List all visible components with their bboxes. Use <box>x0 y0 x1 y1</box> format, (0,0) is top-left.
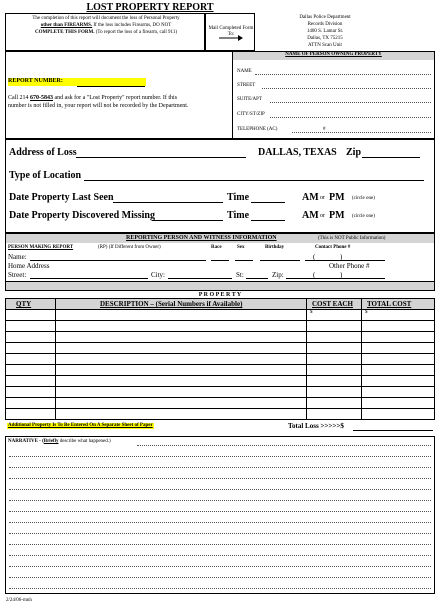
total-loss-field[interactable] <box>353 430 433 431</box>
row-line <box>6 342 434 343</box>
row-line <box>6 353 434 354</box>
phone-number: 670-5843 <box>30 95 53 101</box>
narrative-line[interactable] <box>9 533 431 534</box>
or-text-2: or <box>320 213 325 219</box>
narrative-line[interactable] <box>9 489 431 490</box>
rp-note: (RP) (If Different from Owner) <box>98 245 161 250</box>
row-line <box>6 331 434 332</box>
mail-label: Mail Completed Form To: <box>208 26 254 37</box>
last-seen-field[interactable] <box>113 202 223 203</box>
arrow-right-icon <box>218 34 244 42</box>
owner-header-text: NAME OF PERSON OWNING PROPERTY <box>285 52 382 57</box>
contact-paren-open: ( <box>313 253 316 261</box>
row-line <box>6 397 434 398</box>
reporting-note: (This is NOT Public Information) <box>318 236 386 241</box>
intro-line-3-rest: (To report the loss of a firearm, call 911) <box>94 30 177 35</box>
other-paren-close: ) <box>340 271 343 279</box>
intro-box <box>5 13 205 51</box>
zip-label: Zip <box>346 147 362 158</box>
type-of-location-label: Type of Location <box>9 170 82 181</box>
owner-city-field[interactable] <box>270 117 431 118</box>
reporting-header: REPORTING PERSON AND WITNESS INFORMATION <box>126 235 277 241</box>
rp-street-field[interactable] <box>30 278 148 279</box>
address-line-4: Dallas, TX 75215 <box>307 36 343 41</box>
narrative-line[interactable] <box>9 456 431 457</box>
intro-line-3 <box>8 30 204 36</box>
rp-st-field[interactable] <box>246 278 268 279</box>
other-paren-open: ( <box>313 271 316 279</box>
owner-city-label: CITY/ST/ZIP <box>237 112 265 117</box>
owner-street-field[interactable] <box>262 88 431 89</box>
total-cost-dollar: $ <box>365 310 368 315</box>
row-line <box>6 364 434 365</box>
discovered-label: Date Property Discovered Missing <box>9 210 155 221</box>
col-divider-3 <box>361 299 362 419</box>
discovered-field[interactable] <box>152 220 223 221</box>
col-divider-1 <box>55 299 56 419</box>
section-divider <box>232 51 233 139</box>
narrative-rest: describe what happened.) <box>58 439 111 444</box>
circle-one-2: (circle one) <box>352 214 375 219</box>
intro-line-2 <box>8 23 204 29</box>
time-field-1[interactable] <box>251 202 285 203</box>
narrative-line[interactable] <box>9 566 431 567</box>
report-number-instruction-1 <box>8 95 230 102</box>
page-title: LOST PROPERTY REPORT <box>86 2 214 13</box>
contact-phone-label: Contact Phone # <box>315 245 351 250</box>
narrative-line[interactable] <box>9 500 431 501</box>
other-phone-label: Other Phone # <box>329 262 370 270</box>
narrative-box <box>5 436 435 594</box>
report-number-instruction-2: number is not filled in, your report will not be recorded by the Department. <box>8 103 189 109</box>
intro-do-not: COMPLETE THIS FORM. <box>35 30 95 35</box>
owner-suite-field[interactable] <box>270 102 431 103</box>
address-of-loss-label: Address of Loss <box>9 147 77 158</box>
call-text: Call 214 <box>8 95 30 101</box>
narrative-line[interactable] <box>137 445 431 446</box>
narrative-line[interactable] <box>9 588 431 589</box>
property-table <box>5 298 435 420</box>
owner-phone-label: TELEPHONE (AC) <box>237 127 278 132</box>
additional-property-text: Additional Property Is To Be Entered On A Separate Sheet of Paper <box>8 423 153 428</box>
narrative-line[interactable] <box>9 522 431 523</box>
person-making-report-label: PERSON MAKING REPORT <box>8 245 74 250</box>
time-field-2[interactable] <box>251 220 285 221</box>
description-header <box>100 300 242 308</box>
narrative-line[interactable] <box>9 544 431 545</box>
owner-suite-label: SUITE/APT <box>237 97 262 102</box>
description-header-text: DESCRIPTION – (Serial Numbers if Available) <box>100 300 243 308</box>
narrative-line[interactable] <box>9 577 431 578</box>
row-line <box>6 320 434 321</box>
reporting-header-bar <box>6 234 434 243</box>
rp-st-label: St: <box>236 271 244 279</box>
rp-name-label: Name: <box>8 253 27 261</box>
circle-one-1: (circle one) <box>352 196 375 201</box>
rp-other-phone-field[interactable] <box>305 278 385 279</box>
zip-field[interactable] <box>362 157 420 158</box>
rp-city-field[interactable] <box>168 278 232 279</box>
or-text-1: or <box>320 195 325 201</box>
report-number-field[interactable] <box>77 86 145 87</box>
rp-contact-phone-field[interactable] <box>305 260 385 261</box>
address-line-2: Records Division <box>307 22 343 27</box>
intro-firearms: other than FIREARMS. <box>40 23 93 28</box>
col-divider-2 <box>306 299 307 419</box>
qty-header: QTY <box>16 300 32 308</box>
rp-birthday-field[interactable] <box>260 260 300 261</box>
sex-label: Sex <box>237 245 245 250</box>
property-header: P R O P E R T Y <box>198 292 242 298</box>
owner-name-label: NAME <box>237 69 252 74</box>
mailing-address <box>260 14 390 49</box>
rp-zip-label: Zip: <box>272 271 284 279</box>
am-option-2[interactable]: AM <box>302 210 319 221</box>
am-option-1[interactable]: AM <box>302 192 319 203</box>
property-header-bar <box>5 281 435 298</box>
rp-sex-field[interactable] <box>235 260 253 261</box>
total-cost-header: TOTAL COST <box>367 300 412 308</box>
pm-option-1[interactable]: PM <box>329 192 345 203</box>
footer-revision: 2/24/06-mnh <box>6 598 32 603</box>
total-loss-label: Total Loss >>>>>$ <box>288 422 344 430</box>
type-of-location-field[interactable] <box>84 180 424 181</box>
time-label-2: Time <box>227 210 250 221</box>
narrative-line[interactable] <box>9 555 431 556</box>
address-of-loss-field[interactable] <box>76 157 246 158</box>
rp-city-label: City: <box>151 271 166 279</box>
report-number-highlight <box>8 78 146 86</box>
report-number-label: REPORT NUMBER: <box>8 78 63 84</box>
rp-race-field[interactable] <box>211 260 229 261</box>
intro-line-2-rest: If the loss includes Firearms, DO NOT <box>92 23 172 28</box>
birthday-label: Birthday <box>265 245 285 250</box>
home-address-label: Home Address <box>8 262 50 270</box>
time-label-1: Time <box>227 192 250 203</box>
last-seen-label: Date Property Last Seen <box>9 192 114 203</box>
contact-paren-close: ) <box>340 253 343 261</box>
race-label: Race <box>211 245 222 250</box>
row-line <box>6 309 434 310</box>
narrative-line[interactable] <box>9 478 431 479</box>
pm-option-2[interactable]: PM <box>329 210 345 221</box>
intro-line-1: The completion of this report will document the loss of Personal Property <box>32 16 180 21</box>
cost-each-dollar: $ <box>310 310 313 315</box>
address-line-3: 1400 S. Lamar St. <box>306 29 344 34</box>
narrative-label-text: NARRATIVE - ( <box>8 439 44 444</box>
narrative-label <box>8 439 111 445</box>
row-line <box>6 375 434 376</box>
row-line <box>6 386 434 387</box>
call-text-2: and ask for a "Lost Property" report number. If this <box>53 95 178 101</box>
row-line <box>6 408 434 409</box>
owner-street-label: STREET <box>237 83 256 88</box>
rp-name-field[interactable] <box>30 260 206 261</box>
owner-phone-field[interactable] <box>292 132 431 133</box>
owner-header <box>233 52 434 60</box>
mail-box <box>205 13 255 51</box>
address-line-5: ATTN Scan Unit <box>308 43 342 48</box>
additional-property-note <box>7 423 154 429</box>
street-label: Street: <box>8 271 27 279</box>
cost-each-header: COST EACH <box>312 300 353 308</box>
narrative-line[interactable] <box>9 511 431 512</box>
city-text: DALLAS, TEXAS <box>258 147 337 158</box>
narrative-line[interactable] <box>9 467 431 468</box>
narrative-briefly: Briefly <box>43 439 59 444</box>
address-line-1: Dallas Police Department <box>299 15 351 20</box>
owner-phone-hash: # <box>323 127 326 132</box>
owner-name-field[interactable] <box>255 74 431 75</box>
